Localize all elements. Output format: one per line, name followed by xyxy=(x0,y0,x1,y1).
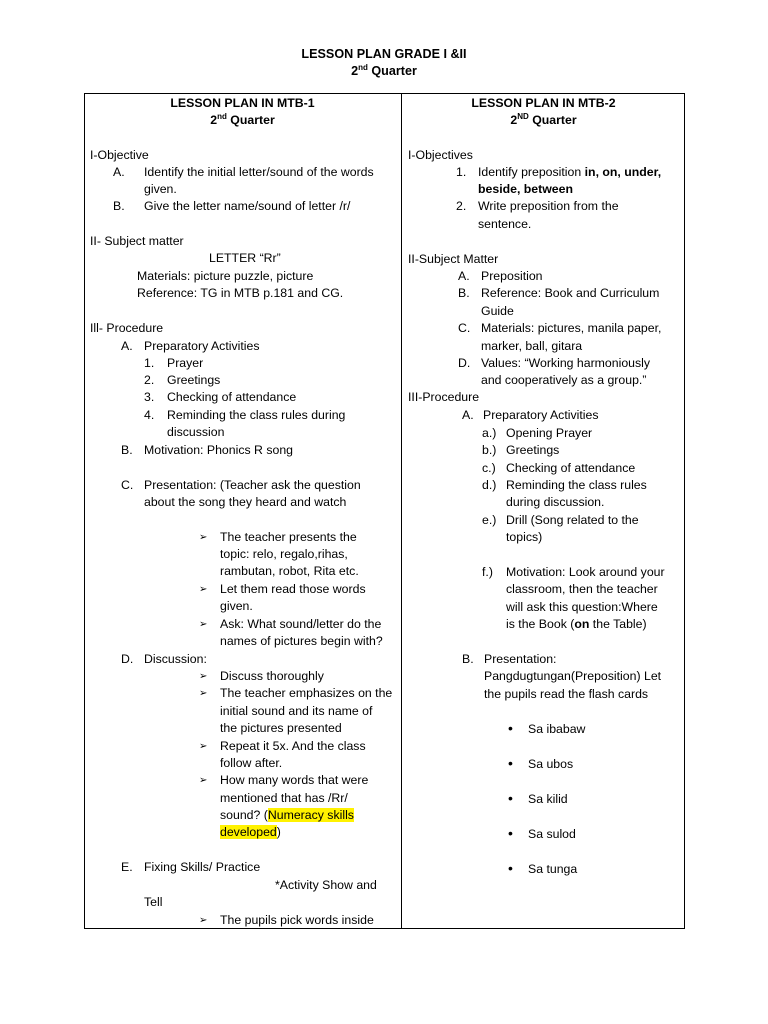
right-quarter-word: Quarter xyxy=(528,113,577,127)
page-title: LESSON PLAN GRADE I &II xyxy=(301,47,467,61)
sm-marker: B. xyxy=(458,286,470,300)
prep-item-continued: topics) xyxy=(506,530,543,544)
arrow-bullet-icon: ➢ xyxy=(199,775,208,786)
left-subject-heading: II- Subject matter xyxy=(90,234,184,248)
left-c-text: Presentation: (Teacher ask the question xyxy=(144,478,361,492)
sm-item: Preposition xyxy=(481,269,543,283)
bullet-icon: • xyxy=(508,720,513,736)
left-quarter-number: 2 xyxy=(210,113,218,127)
presentation-item-2: topic: relo, regalo,rihas, xyxy=(220,547,348,561)
left-letter: LETTER “Rr” xyxy=(209,251,281,265)
prep-marker: e.) xyxy=(482,513,497,527)
motivation-plain: is the Book ( xyxy=(506,617,575,631)
motivation-text-3: will ask this question:Where xyxy=(506,600,658,614)
discussion-text: sound? ( xyxy=(220,808,268,822)
quarter-word: Quarter xyxy=(367,64,417,78)
flash-card-item: Sa ubos xyxy=(528,757,574,771)
left-materials: Materials: picture puzzle, picture xyxy=(137,269,314,283)
left-reference: Reference: TG in MTB p.181 and CG. xyxy=(137,286,344,300)
prep-item: Drill (Song related to the xyxy=(506,513,639,527)
motivation-bold: on xyxy=(574,617,590,631)
presentation-item: Let them read those words xyxy=(220,582,366,596)
discussion-item: The teacher emphasizes on the xyxy=(220,686,393,700)
prep-item: Greetings xyxy=(167,373,221,387)
discussion-item: Discuss thoroughly xyxy=(220,669,324,683)
prep-item: Checking of attendance xyxy=(506,461,636,475)
flash-card-item: Sa kilid xyxy=(528,792,568,806)
presentation-item-3: rambutan, robot, Rita etc. xyxy=(220,564,359,578)
left-obj-b-text: Give the letter name/sound of letter /r/ xyxy=(144,199,351,213)
arrow-bullet-icon: ➢ xyxy=(199,688,208,699)
left-obj-a-text-2: given. xyxy=(144,182,177,196)
practice-item: The pupils pick words inside xyxy=(220,913,374,927)
arrow-bullet-icon: ➢ xyxy=(199,741,208,752)
discussion-item-2: initial sound and its name of xyxy=(220,704,373,718)
prep-marker: a.) xyxy=(482,426,497,440)
sm-marker: A. xyxy=(458,269,470,283)
right-obj2-text-2: sentence. xyxy=(478,217,532,231)
discussion-item-2: follow after. xyxy=(220,756,283,770)
sm-item: Values: “Working harmoniously xyxy=(481,356,651,370)
motivation-text-4 xyxy=(506,616,647,633)
left-e-activity: *Activity Show and xyxy=(275,878,377,892)
sm-marker: C. xyxy=(458,321,471,335)
arrow-bullet-icon: ➢ xyxy=(199,532,208,543)
left-obj-b-marker: B. xyxy=(113,199,125,213)
prep-marker: c.) xyxy=(482,461,496,475)
column-divider xyxy=(401,93,402,929)
right-b-text-2: Pangdugtungan(Preposition) Let xyxy=(484,669,662,683)
left-b-marker: B. xyxy=(121,443,133,457)
arrow-bullet-icon: ➢ xyxy=(199,619,208,630)
prep-item: Checking of attendance xyxy=(167,390,297,404)
prep-item: Opening Prayer xyxy=(506,426,593,440)
right-obj1-text xyxy=(478,164,661,181)
prep-item-marker: 1. xyxy=(144,356,155,370)
quarter-suffix: nd xyxy=(358,62,368,72)
prep-item-marker: 4. xyxy=(144,408,155,422)
left-e-tell: Tell xyxy=(144,895,163,909)
bullet-icon: • xyxy=(508,755,513,771)
sm-item-continued: and cooperatively as a group.” xyxy=(481,373,647,387)
left-a-marker: A. xyxy=(121,339,133,353)
presentation-item: The teacher presents the xyxy=(220,530,357,544)
right-b-marker: B. xyxy=(462,652,474,666)
sm-marker: D. xyxy=(458,356,471,370)
prep-item: Reminding the class rules during xyxy=(167,408,346,422)
right-a-label: Preparatory Activities xyxy=(483,408,599,422)
right-quarter-number: 2 xyxy=(510,113,518,127)
left-e-label: Fixing Skills/ Practice xyxy=(144,860,261,874)
left-d-label: Discussion: xyxy=(144,652,207,666)
sm-item-continued: marker, ball, gitara xyxy=(481,339,583,353)
arrow-bullet-icon: ➢ xyxy=(199,671,208,682)
numeracy-highlight: Numeracy skills xyxy=(267,808,354,822)
left-b-label: Motivation: Phonics R song xyxy=(144,443,294,457)
right-obj1-marker: 1. xyxy=(456,165,467,179)
bullet-icon: • xyxy=(508,825,513,841)
page-quarter xyxy=(0,64,768,78)
right-quarter-sup: ND xyxy=(517,111,529,121)
right-procedure-heading: III-Procedure xyxy=(408,390,480,404)
motivation-text-2: classroom, then the teacher xyxy=(506,582,658,596)
arrow-bullet-icon: ➢ xyxy=(199,584,208,595)
presentation-item-2: names of pictures begin with? xyxy=(220,634,383,648)
arrow-bullet-icon: ➢ xyxy=(199,915,208,926)
flash-card-item: Sa sulod xyxy=(528,827,576,841)
discussion-item-2: mentioned that has /Rr/ xyxy=(220,791,348,805)
motivation-plain-end: the Table) xyxy=(589,617,647,631)
right-quarter xyxy=(402,112,685,129)
left-obj-a-marker: A. xyxy=(113,165,125,179)
right-obj1-text-2: beside, between xyxy=(478,182,573,196)
left-c-marker: C. xyxy=(121,478,134,492)
left-d-marker: D. xyxy=(121,652,134,666)
left-quarter-word: Quarter xyxy=(226,113,275,127)
motivation-text: Motivation: Look around your xyxy=(506,565,665,579)
right-b-text: Presentation: xyxy=(484,652,557,666)
discussion-item-4 xyxy=(220,824,281,841)
bullet-icon: • xyxy=(508,860,513,876)
quarter-number: 2 xyxy=(351,64,359,78)
discussion-item: How many words that were xyxy=(220,773,369,787)
prep-item: Reminding the class rules xyxy=(506,478,647,492)
discussion-item-3: the pictures presented xyxy=(220,721,342,735)
discussion-item-3 xyxy=(220,807,354,824)
left-objective-heading: I-Objective xyxy=(90,148,149,162)
prep-marker: d.) xyxy=(482,478,497,492)
left-c-text-2: about the song they heard and watch xyxy=(144,495,347,509)
right-b-text-3: the pupils read the flash cards xyxy=(484,687,649,701)
left-quarter xyxy=(84,112,401,129)
discussion-text-end: ) xyxy=(276,825,281,839)
bullet-icon: • xyxy=(508,790,513,806)
right-obj1-bold: in, on, under, xyxy=(584,165,662,179)
sm-item: Reference: Book and Curriculum xyxy=(481,286,660,300)
prep-item-marker: 2. xyxy=(144,373,155,387)
right-a-marker: A. xyxy=(462,408,474,422)
discussion-item: Repeat it 5x. And the class xyxy=(220,739,366,753)
left-e-marker: E. xyxy=(121,860,133,874)
flash-card-item: Sa tunga xyxy=(528,862,578,876)
flash-card-item: Sa ibabaw xyxy=(528,722,586,736)
presentation-item-2: given. xyxy=(220,599,253,613)
left-procedure-heading: Ill- Procedure xyxy=(90,321,164,335)
right-obj1-plain: Identify preposition xyxy=(478,165,585,179)
numeracy-highlight-2: developed xyxy=(220,825,277,839)
prep-item: Prayer xyxy=(167,356,204,370)
right-header: LESSON PLAN IN MTB-2 xyxy=(471,96,616,110)
sm-item: Materials: pictures, manila paper, xyxy=(481,321,662,335)
prep-item-marker: 3. xyxy=(144,390,155,404)
presentation-item: Ask: What sound/letter do the xyxy=(220,617,382,631)
prep-item: Greetings xyxy=(506,443,560,457)
right-objectives-heading: I-Objectives xyxy=(408,148,473,162)
left-header: LESSON PLAN IN MTB-1 xyxy=(170,96,315,110)
left-a-label: Preparatory Activities xyxy=(144,339,260,353)
prep-item-continued: discussion xyxy=(167,425,225,439)
left-quarter-sup: nd xyxy=(217,111,227,121)
prep-marker: b.) xyxy=(482,443,497,457)
right-obj2-marker: 2. xyxy=(456,199,467,213)
right-subject-heading: II-Subject Matter xyxy=(408,252,499,266)
lesson-table xyxy=(84,93,685,929)
sm-item-continued: Guide xyxy=(481,304,514,318)
prep-marker: f.) xyxy=(482,565,493,579)
left-obj-a-text: Identify the initial letter/sound of the words xyxy=(144,165,374,179)
prep-item-continued: during discussion. xyxy=(506,495,605,509)
right-obj2-text: Write preposition from the xyxy=(478,199,619,213)
